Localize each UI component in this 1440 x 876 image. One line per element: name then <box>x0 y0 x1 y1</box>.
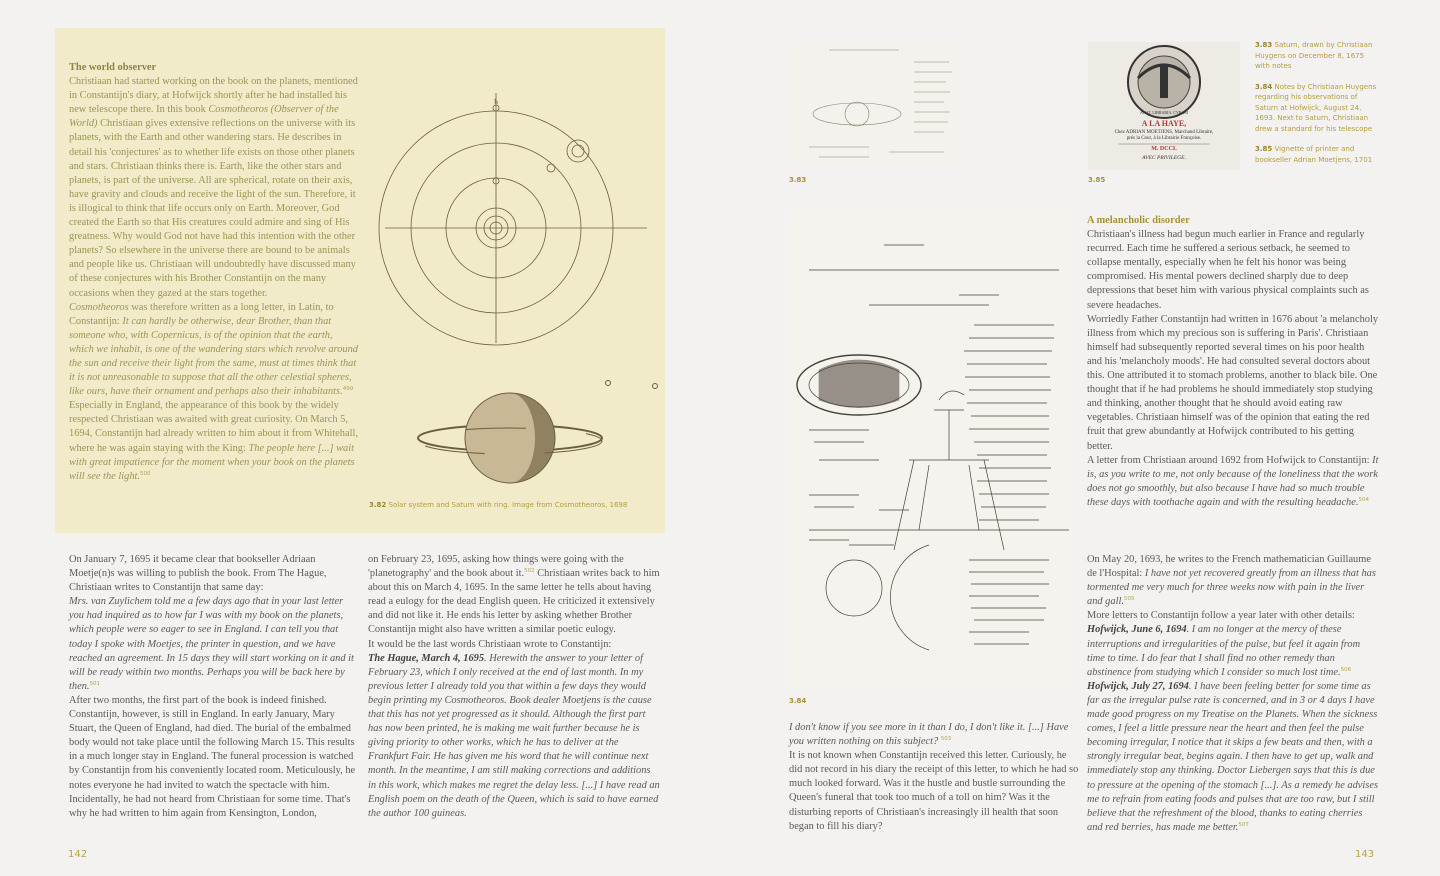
paragraph <box>368 638 660 652</box>
paragraph <box>69 75 359 301</box>
footnote-ref: 500 <box>140 470 151 477</box>
text-run: Hofwijck, July 27, 1694 <box>1087 680 1189 692</box>
solar-system-saturn-engraving <box>375 78 665 508</box>
caption-3-84: 3.84 Notes by Christiaan Huygens regarding his observations of Saturn at Hofwijck, August 24, 1693. Next to Saturn, Christiaan drew a standard for his telescope <box>1255 82 1377 133</box>
paragraph <box>69 399 359 484</box>
section-melancholic-disorder <box>1087 214 1380 510</box>
right-column-continued <box>1087 553 1380 835</box>
feature-heading: The world observer <box>69 62 157 73</box>
footnote-ref: 507 <box>1238 821 1249 828</box>
text-run: Christiaan gives extensive reflections on the universe with its planets, with the Earth and other wandering stars. He describes in detail his 'conjectures' as to whether life exists on those other planets and stars. Christiaan thinks there is. Earth, like the other stars and planets, is part of the universe. All are spherical, rotate on their axis, have gravity and clouds and receive the light of the sun. Therefore, it is illogical to think that life occurs only on Earth. Moreover, God created the Earth so that His creatures could admire and sing of His greatness. Why would God not have had this intention with the other planets? So elsewhere in the universe there are bound to be animals and people like us. Christiaan will undoubtedly have discussed many of these conjectures with his Brother Constantijn on the many occasions when they gazed at the stars together. <box>69 118 356 299</box>
paragraph <box>1087 313 1380 454</box>
text-run: . I have been feeling better for some time as far as the irregular pulse rate is concerned, and in 3 or 4 days I have made good progress on my Treatise on the Planets. When the sickness comes, I feel a little pressure near the heart and then feel the pulse becoming irregular, I notice that it skips a few beats and then, with a strongly irregular beat, begins again. I then have to get up, walk and immediately stop any thinking. Doctor Liebergen says that this is due to pressure at the opening of the stomach [...]. As a remedy he advises me to refrain from eating foods and pulses that are too raw, but I still believe that the refreshment of the blood, thanks to eating cherries and red berries, has made me better. <box>1087 680 1378 833</box>
left-column-2 <box>368 553 660 821</box>
text-run: On January 7, 1695 it became clear that bookseller Adriaan Moetje(n)s was willing to publish the book. From The Hague, Christiaan writes to Constantijn that same day: <box>69 554 327 594</box>
text-run: . Herewith the answer to your letter of February 23, which I only received at the end of last month. In my previous letter I already told you that within a few days they would begin printing my Cosmotheoros. Book dealer Moetjens is the cause that this has not yet progressed as it should. Although the first part has now been printed, he is making me wait further because he is giving priority to other works, which he has to deliver at the Frankfurt Fair. He has given me his word that he will continue next month. In the meantime, I am still making corrections and additions in this work, which makes me regret the delay less. [...] I have read an English poem on the death of the Queen, which is said to have earned the author 100 guineas. <box>368 652 660 819</box>
paragraph <box>1087 454 1380 510</box>
feature-box-text <box>69 61 359 484</box>
feature-box <box>55 28 665 533</box>
text-run: Cosmotheoros (Observer of the World) <box>69 104 339 130</box>
text-run: After two months, the first part of the book is indeed finished. Constantijn, however, is still in England. In early January, Mary Stuart, the Queen of England, had died. The burial of the embalmed body would not take place until the following March 15. This results in a much longer stay in England. The funeral procession is watched by Constantijn from his conveniently located room. Meticulously, he notes everyone he had invited to watch the spectacle with him. <box>69 694 356 791</box>
footnote-ref: 504 <box>1358 496 1369 503</box>
footnote-ref: 502 <box>524 568 535 575</box>
footnote-ref: 501 <box>89 680 100 687</box>
text-run: Mrs. van Zuylichem told me a few days ago that in your last letter you had inquired as to how far I was with my book on the planets, which people were so eager to see in England. I can tell you that today I spoke with Moetjes, the printer in question, and we have reached an agreement. In 15 days they will start working on it and it will be ready within two months. Perhaps you will be back here by then. <box>69 596 354 692</box>
text-run: Worriedly Father Constantijn had written in 1676 about 'a melancholy illness from which my precious son is suffering in Paris'. Christiaan himself had subsequently reported several times on his poor health and his 'melancholy moods'. He had consulted several doctors about this. One attributed it to stomach problems, another to black bile. One thought that if he had problems he should immediately stop studying and thinking, another thought that he should avoid eating raw vegetables. Christiaan himself was of the opinion that eating the red fruit that grew abundantly at Hofwijck contributed to his getting better. <box>1087 313 1379 452</box>
text-run: It is not known when Constantijn received this letter. Curiously, he did not record in his diary the receipt of this letter, to which he had so much looked forward. Was it the hustle and bustle surrounding the Queen's funeral that took too much of a toll on him? Was it the disturbing reports of Christiaan's increasingly ill health that soon began to fill his diary? <box>789 750 1079 832</box>
page-number-right: 143 <box>1355 849 1375 860</box>
figure-3-83-saturn-sketch <box>789 42 960 168</box>
figure-3-85-printer-vignette: A LA HAYE, Chez ADRIAN MOETJENS, Marchand Libraire, prés la Cour, à la Librairie Françoise. M. DCCI. AVEC PRIVILEGE. ANAT. LIBRARIA. CVRAM <box>1088 42 1240 170</box>
text-run: Christiaan had started working on the book on the planets, mentioned in Constantijn's diary, at Hofwijck shortly after he had installed his new telescope there. In this book <box>69 76 358 116</box>
footnote-ref: 505 <box>1123 596 1135 603</box>
text-run: Christiaan's illness had begun much earlier in France and regularly recurred. Each time he suffered a serious setback, he seemed to collapse mentally, especially when he felt his honor was being compromised. His mental powers declined sharply due to deep depressions that beset him with various physical complaints such as severe headaches. <box>1087 229 1369 311</box>
paragraph <box>69 694 359 793</box>
section-heading: A melancholic disorder <box>1087 215 1190 226</box>
text-run: Incidentally, he had not heard from Christiaan for some time. That's why he had written to him again from Kensington, London, <box>69 793 351 819</box>
paragraph <box>69 793 359 821</box>
figure-label-3-83: 3.83 <box>789 176 807 184</box>
text-run: was therefore written as a long letter, in Latin, to Constantijn: <box>69 301 334 327</box>
text-run: . I am no longer at the mercy of these interruptions and irregularities of the pulse, but feel it again from time to time. I do fear that I shall find no other remedy than abstinence from studying which I consider so much lost time. <box>1087 624 1361 678</box>
text-run: Hofwijck, June 6, 1694 <box>1087 624 1187 636</box>
paragraph <box>789 749 1079 834</box>
text-run: It would be the last words Christiaan wrote to Constantijn: <box>368 638 612 650</box>
footnote-ref: 506 <box>1340 666 1352 673</box>
text-run: Especially in England, the appearance of this book by the widely respected Christiaan was awaited with great curiosity. On March 5, 1694, Constantijn had already written to him about it from Whitehall, where he was again staying with the King: <box>69 400 358 454</box>
paragraph <box>789 721 1079 749</box>
footnote-ref: 499 <box>342 386 354 393</box>
paragraph <box>368 652 660 821</box>
caption-3-85: 3.85 Vignette of printer and bookseller Adrian Moetjens, 1701 <box>1255 145 1373 164</box>
text-run: on February 23, 1695, asking how things were going with the 'planetography' and the book about it. <box>368 554 624 580</box>
paragraph <box>1087 680 1380 835</box>
footnote-ref: 503 <box>940 736 952 743</box>
page-number-left: 142 <box>68 849 88 860</box>
text-run: Cosmotheoros <box>69 301 129 313</box>
text-run: The people here [...] wait with great impatience for the moment when your book on the planets will see the light. <box>69 442 355 482</box>
caption-3-83: 3.83 Saturn, drawn by Christiaan Huygens on December 8, 1675 with notes <box>1255 41 1373 70</box>
paragraph <box>1087 623 1380 679</box>
text-run: More letters to Constantijn follow a year later with other details: <box>1087 610 1355 622</box>
figure-label-3-84: 3.84 <box>789 697 807 705</box>
svg-text:♄: ♄ <box>492 98 500 106</box>
figure-label-3-85: 3.85 <box>1088 176 1106 184</box>
paragraph <box>368 553 660 638</box>
text-run: Christiaan writes back to him about this on March 4, 1695. In the same letter he tells about having read a eulogy for the dead English queen. He criticized it extensively and did not like it. He ends his letter by asking whether Brother Constantijn might also have written a similar poetic eulogy. <box>368 568 660 636</box>
middle-column <box>789 721 1079 834</box>
text-run: The Hague, March 4, 1695 <box>368 652 485 664</box>
text-run: It can hardly be otherwise, dear Brother, than that someone who, with Copernicus, is of the opinion that the earth, which we inhabit, is one of the wandering stars which revolve around the sun and receive their light from the same, must at times think that it is not unreasonable to suppose that all the other celestial spheres, like ours, have their ornament and perhaps also their inhabitants. <box>69 315 358 398</box>
figure-captions <box>1255 40 1380 165</box>
text-run: I have not yet recovered greatly from an illness that has tormented me very much for three weeks now with pain in the liver and gall. <box>1087 568 1376 608</box>
figure-caption-3-82: 3.82 Solar system and Saturn with ring. Image from Cosmotheoros, 1698 <box>369 501 628 509</box>
paragraph <box>69 301 359 400</box>
left-column-1 <box>69 553 359 821</box>
paragraph <box>1087 228 1380 313</box>
paragraph <box>69 595 359 694</box>
paragraph <box>1087 609 1380 623</box>
paragraph <box>1087 553 1380 609</box>
text-run: A letter from Christiaan around 1692 from Hofwijck to Constantijn: <box>1087 454 1373 466</box>
paragraph <box>69 553 359 595</box>
figure-3-84-saturn-notes <box>789 210 1073 690</box>
text-run: It is, as you write to me, not only because of the loneliness that the work does not go smoothly, but also because I have had so much trouble these days with toothache again and with the resulting headache. <box>1087 454 1379 508</box>
text-run: I don't know if you see more in it than I do, I don't like it. [...] Have you written nothing on this subject? <box>789 722 1069 748</box>
text-run: On May 20, 1693, he writes to the French mathematician Guillaume de l'Hospital: <box>1087 554 1371 580</box>
